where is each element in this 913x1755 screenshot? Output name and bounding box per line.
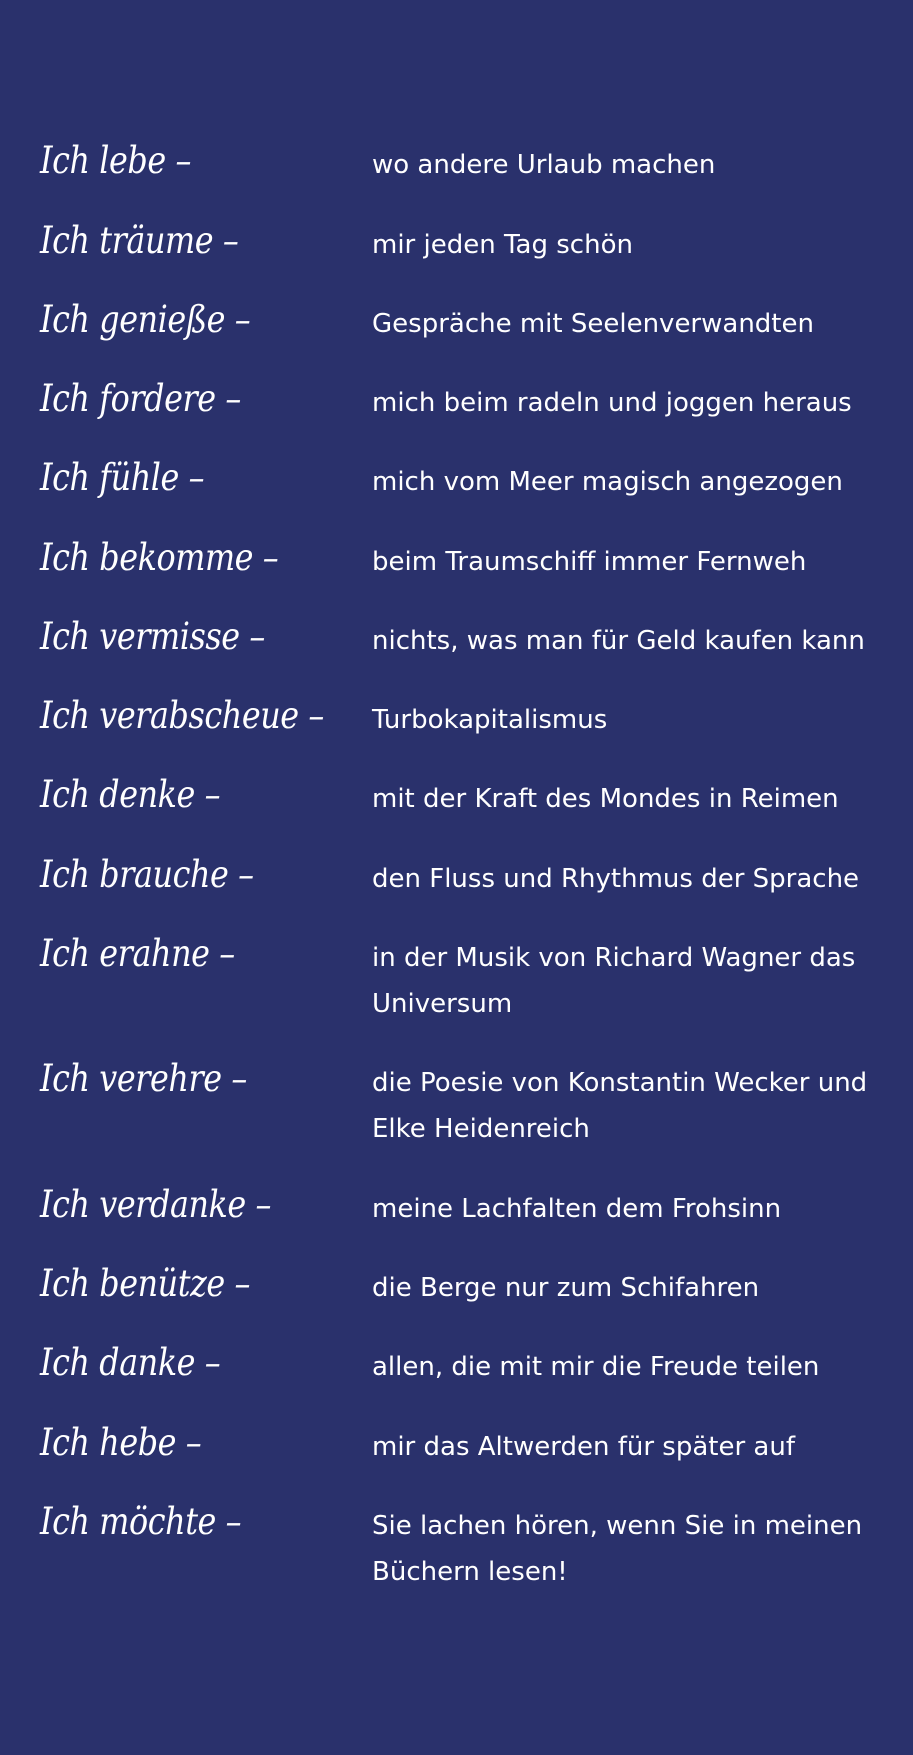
- statement-lead: Ich denke –: [40, 773, 221, 816]
- statement-text: mir das Altwerden für später auf: [372, 1432, 795, 1462]
- statement-text: meine Lachfalten dem Frohsinn: [372, 1194, 782, 1224]
- statement-lead: Ich hebe –: [40, 1421, 202, 1464]
- statement-lead: Ich möchte –: [40, 1500, 242, 1543]
- statement-lead: Ich verehre –: [40, 1057, 247, 1100]
- statement-lead: Ich vermisse –: [40, 615, 265, 658]
- statement-lead: Ich träume –: [40, 219, 239, 262]
- statement-lead: Ich genieße –: [40, 298, 251, 341]
- statement-text: allen, die mit mir die Freude teilen: [372, 1352, 820, 1382]
- statement-lead: Ich brauche –: [40, 853, 254, 896]
- statement-text: in der Musik von Richard Wagner das Universum: [372, 943, 856, 1019]
- statement-lead: Ich benütze –: [40, 1262, 251, 1305]
- statement-text: Turbokapitalismus: [372, 705, 608, 735]
- statement-text: die Berge nur zum Schifahren: [372, 1273, 760, 1303]
- statement-text: die Poesie von Konstantin Wecker und Elke Heidenreich: [372, 1068, 868, 1144]
- statement-lead: Ich fühle –: [40, 456, 205, 499]
- statement-lead: Ich verabscheue –: [40, 694, 324, 737]
- statement-text: wo andere Urlaub machen: [372, 150, 716, 180]
- statement-lead: Ich lebe –: [40, 139, 191, 182]
- statement-text: den Fluss und Rhythmus der Sprache: [372, 864, 860, 894]
- statement-text: mit der Kraft des Mondes in Reimen: [372, 784, 839, 814]
- statement-text: Sie lachen hören, wenn Sie in meinen Büchern lesen!: [372, 1511, 863, 1587]
- statement-text: Gespräche mit Seelenverwandten: [372, 309, 814, 339]
- statement-lead: Ich danke –: [40, 1341, 221, 1384]
- statement-text: mich vom Meer magisch angezogen: [372, 467, 843, 497]
- statement-lead: Ich bekomme –: [40, 536, 279, 579]
- statement-text: nichts, was man für Geld kaufen kann: [372, 626, 865, 656]
- statement-lead: Ich erahne –: [40, 932, 235, 975]
- statement-text: mich beim radeln und joggen heraus: [372, 388, 852, 418]
- statement-lead: Ich verdanke –: [40, 1183, 271, 1226]
- statement-text: mir jeden Tag schön: [372, 230, 633, 260]
- statement-text: beim Traumschiff immer Fernweh: [372, 547, 807, 577]
- statement-lead: Ich fordere –: [40, 377, 241, 420]
